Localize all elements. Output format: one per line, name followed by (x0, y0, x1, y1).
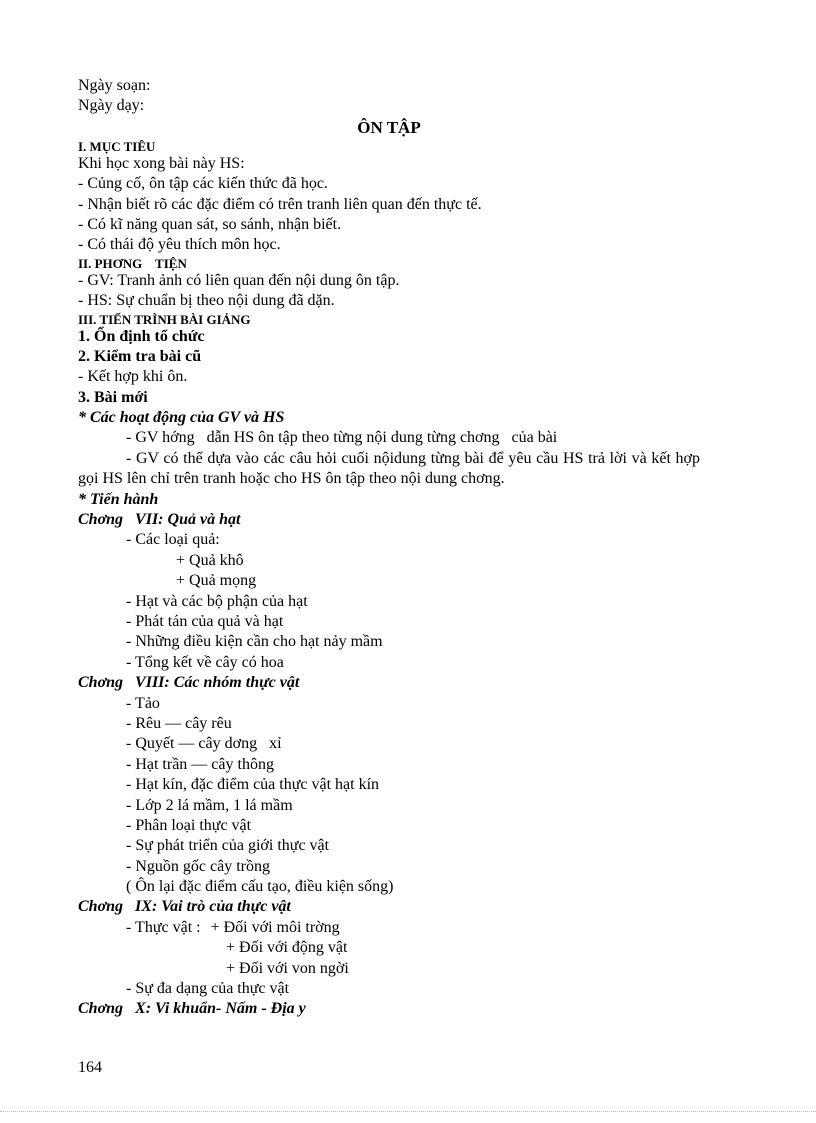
chapter-7-item: - Những điều kiện cần cho hạt nảy mầm (126, 633, 383, 651)
activity-item: - GV hớng dẫn HS ôn tập theo từng nội dung từng chơng của bài (126, 429, 558, 447)
step-review: 2. Kiểm tra bài cũ (78, 347, 202, 365)
page-number: 164 (78, 1059, 102, 1076)
chapter-7-item: - Tổng kết về cây có hoa (126, 653, 284, 671)
activities-heading: * Các hoạt động của GV và HS (78, 409, 285, 427)
role-label: - Thực vật : (126, 918, 201, 936)
proceed-heading: * Tiến hành (78, 490, 159, 508)
chapter-9-item (78, 918, 700, 938)
chapter-8-item: - Hạt trần — cây thông (126, 755, 274, 773)
section-process-heading: III. TIẾN TRÌNH BÀI GIẢNG (78, 311, 251, 327)
activity-item: - GV có thể dựa vào các câu hỏi cuối nộidung từng bài để yêu cầu HS trả lời và kết hợp gọi HS lên chỉ trên tranh hoặc cho HS ôn tập theo nội dung chơng. (78, 449, 700, 488)
chapter-8-item: - Tảo (126, 694, 160, 712)
role-item: + Đối với môi trờng (210, 918, 340, 936)
chapter-8-item: - Lớp 2 lá mầm, 1 lá mầm (126, 796, 293, 814)
step-new-lesson: 3. Bài mới (78, 388, 148, 406)
objective-item: - Có kĩ năng quan sát, so sánh, nhận biết. (78, 215, 342, 233)
role-item: + Đối với von ngời (226, 959, 349, 977)
chapter-8-item: - Sự phát triển của giới thực vật (126, 837, 330, 855)
chapter-8-item: - Hạt kín, đặc điểm của thực vật hạt kín (126, 776, 380, 794)
chapter-9-item: - Sự đa dạng của thực vật (126, 980, 290, 998)
means-item: - GV: Tranh ảnh có liên quan đến nội dung ôn tập. (78, 271, 400, 289)
document-page (78, 76, 700, 1020)
chapter-8-item: - Quyết — cây dơng xỉ (126, 735, 282, 753)
means-item: - HS: Sự chuẩn bị theo nội dung đã dặn. (78, 292, 335, 310)
footer-divider (0, 1111, 816, 1112)
chapter-7-subitem: + Quả khô (176, 551, 244, 569)
date-prepared: Ngày soạn: (78, 77, 151, 94)
objective-item: - Nhận biết rõ các đặc điểm có trên tranh liên quan đến thực tế. (78, 195, 482, 213)
objective-item: - Có thái độ yêu thích môn học. (78, 236, 281, 254)
step-organization: 1. Ổn định tổ chức (78, 327, 205, 345)
chapter-7-item: - Phát tán của quả và hạt (126, 613, 284, 631)
chapter-7-heading: Chơng VII: Quả và hạt (78, 511, 241, 529)
chapter-7-item: - Các loại quả: (126, 531, 220, 549)
objective-item: - Củng cố, ôn tập các kiến thức đã học. (78, 175, 328, 193)
section-objectives-heading: I. MỤC TIÊU (78, 138, 156, 154)
chapter-8-item: - Rêu — cây rêu (126, 714, 232, 732)
chapter-8-heading: Chơng VIII: Các nhóm thực vật (78, 674, 300, 692)
chapter-8-item: - Phân loại thực vật (126, 816, 252, 834)
chapter-8-note: ( Ôn lại đặc điểm cấu tạo, điều kiện sống) (126, 878, 394, 896)
page-title: ÔN TẬP (357, 117, 421, 137)
review-item: - Kết hợp khi ôn. (78, 368, 188, 386)
role-item: + Đối với động vật (226, 939, 348, 957)
objectives-intro: Khi học xong bài này HS: (78, 154, 245, 172)
date-taught: Ngày dạy: (78, 97, 145, 115)
chapter-7-subitem: + Quả mọng (176, 572, 257, 590)
chapter-7-item: - Hạt và các bộ phận của hạt (126, 592, 308, 610)
chapter-9-heading: Chơng IX: Vai trò của thực vật (78, 898, 291, 916)
section-means-heading: II. PHƠNG TIỆN (78, 255, 187, 271)
chapter-8-item: - Nguồn gốc cây trồng (126, 857, 270, 875)
chapter-10-heading: Chơng X: Vi khuẩn- Nấm - Địa y (78, 1000, 306, 1018)
